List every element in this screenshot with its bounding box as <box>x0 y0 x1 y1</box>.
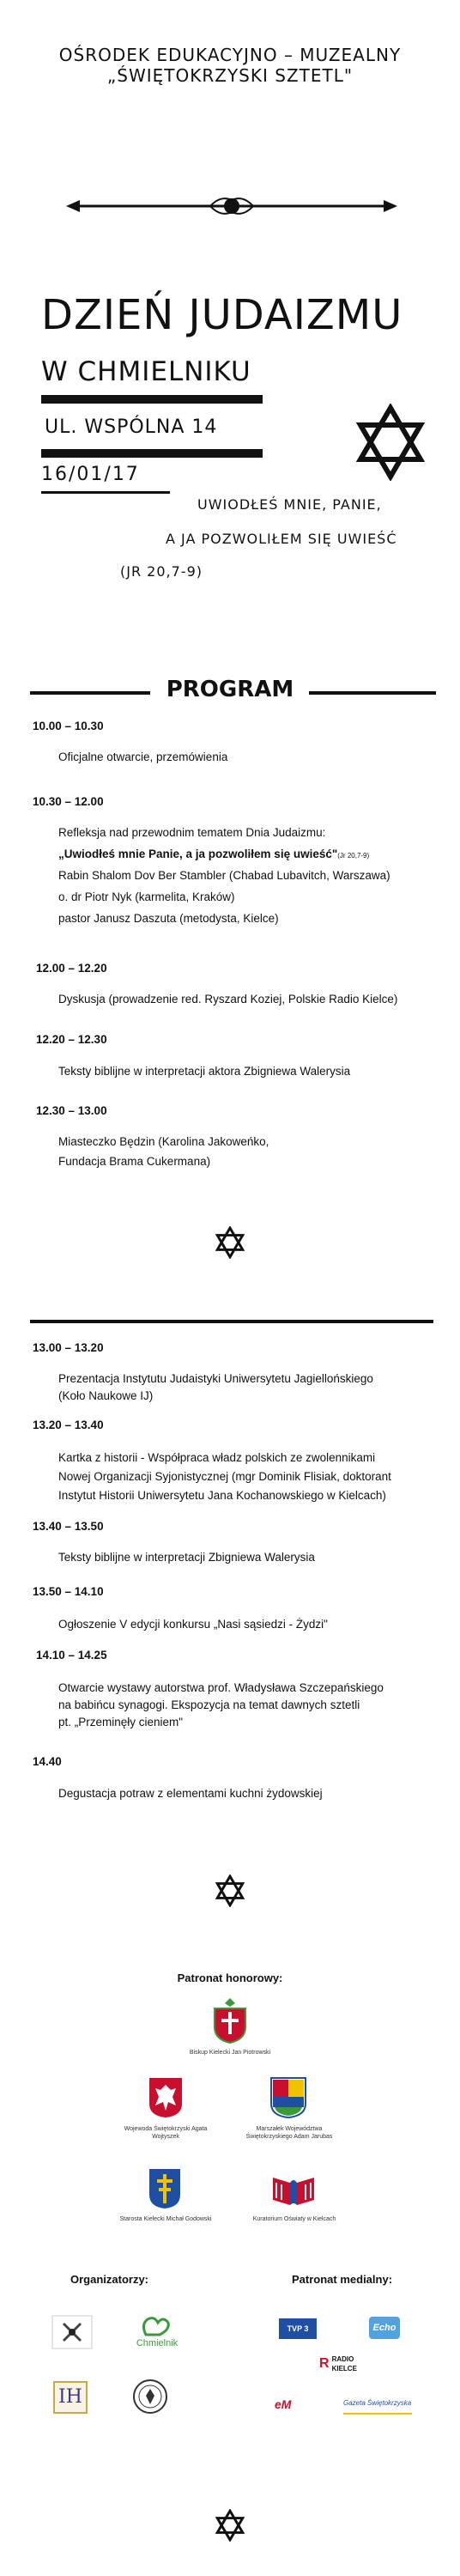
program-item-text: Miasteczko Będzin (Karolina Jakoweńko, <box>58 1135 269 1148</box>
university-seal-logo <box>132 2379 168 2415</box>
radio-kielce-text: RADIO KIELCE <box>331 2355 357 2372</box>
program-time: 10.30 – 12.00 <box>33 795 104 808</box>
address-underline <box>41 449 263 458</box>
star-of-david-icon <box>215 1226 245 1259</box>
program-time: 13.20 – 13.40 <box>33 1419 104 1431</box>
program-time: 14.10 – 14.25 <box>36 1649 107 1662</box>
program-time: 12.20 – 12.30 <box>36 1033 107 1046</box>
program-item-text: pt. „Przeminęły cieniem" <box>58 1716 184 1728</box>
em-logo: eM <box>275 2397 292 2411</box>
program-time: 10.00 – 10.30 <box>33 720 104 732</box>
chmielnik-logo-icon <box>137 2314 173 2338</box>
theme-reference: (Jr 20,7-9) <box>337 852 370 860</box>
date-underline <box>41 491 170 494</box>
program-item-text: Refleksja nad przewodnim tematem Dnia Judaizmu: <box>58 826 326 839</box>
program-time: 13.40 – 13.50 <box>33 1520 104 1533</box>
theme-quote: „Uwiodłeś mnie Panie, a ja pozwoliłem się uwieść" <box>58 848 338 860</box>
program-time: 13.50 – 14.10 <box>33 1585 104 1598</box>
program-item-theme <box>58 844 369 866</box>
star-of-david-icon <box>215 1874 245 1907</box>
organizers-title: Organizatorzy: <box>70 2273 149 2286</box>
honorary-patronage-title: Patronat honorowy: <box>177 1971 283 1984</box>
gazeta-swietokrzyska-logo: Gazeta Świętokrzyska <box>343 2399 412 2415</box>
program-item-text: Kartka z historii - Współpraca władz polskich ze zwolennikami <box>58 1451 376 1464</box>
quote-reference: (JR 20,7-9) <box>120 563 203 580</box>
voivodeship-coat-of-arms-logo <box>269 2076 307 2119</box>
event-subtitle: W CHMIELNIKU <box>41 356 251 387</box>
honorary-patron-caption: Starosta Kielecki Michał Godowski <box>119 2216 212 2222</box>
quote-line-1: UWIODŁEŚ MNIE, PANIE, <box>197 496 382 513</box>
polish-eagle-logo <box>148 2076 184 2119</box>
program-item-text: (Koło Naukowe IJ) <box>58 1389 154 1402</box>
event-title: DZIEŃ JUDAIZMU <box>41 291 403 339</box>
program-item-text: pastor Janusz Daszuta (metodysta, Kielce) <box>58 912 279 925</box>
star-of-david-icon <box>356 404 425 481</box>
program-item-text: Teksty biblijne w interpretacji aktora Zbigniewa Walerysia <box>58 1065 351 1078</box>
title-underline <box>41 395 263 404</box>
honorary-patron-caption: Kuratorium Oświaty w Kielcach <box>252 2216 336 2222</box>
program-item-text: Oficjalne otwarcie, przemówienia <box>58 750 228 763</box>
radio-kielce-logo <box>319 2354 372 2373</box>
county-coat-of-arms-logo <box>148 2167 182 2210</box>
honorary-patron-caption: Wojewoda Świętokrzyski Agata Wojtyszek <box>124 2126 208 2140</box>
org-line-2: „ŚWIĘTOKRZYSKI SZTETL" <box>106 65 354 86</box>
program-item-text: Rabin Shalom Dov Ber Stambler (Chabad Lubavitch, Warszawa) <box>58 869 390 882</box>
program-item-text: Degustacja potraw z elementami kuchni żydowskiej <box>58 1787 323 1800</box>
program-item-text: Nowej Organizacji Syjonistycznej (mgr Dominik Flisiak, doktorant <box>58 1470 391 1483</box>
program-time: 12.00 – 12.20 <box>36 962 107 975</box>
program-item-text: Teksty biblijne w interpretacji Zbigniewa Walerysia <box>58 1551 315 1564</box>
echo-logo: Echo <box>369 2317 400 2339</box>
program-item-text: Ogłoszenie V edycji konkursu „Nasi sąsiedzi - Żydzi" <box>58 1618 328 1631</box>
ih-logo: IH <box>53 2381 88 2414</box>
bishop-coat-of-arms-logo <box>211 1996 249 2044</box>
event-date: 16/01/17 <box>41 464 140 485</box>
program-time: 14.40 <box>33 1755 62 1768</box>
organization-name <box>0 45 460 86</box>
honorary-patron-caption: Marszałek Województwa Świętokrzyskiego Adam Jarubas <box>245 2126 333 2140</box>
chmielnik-logo-text: Chmielnik <box>136 2338 179 2348</box>
ornament-divider <box>64 193 399 219</box>
education-board-logo <box>269 2172 318 2208</box>
section-divider <box>30 1320 433 1323</box>
program-time: 13.00 – 13.20 <box>33 1341 104 1354</box>
honorary-patron-caption: Biskup Kielecki Jan Piotrowski <box>189 2050 271 2056</box>
program-item-text: Dyskusja (prowadzenie red. Ryszard Koziej, Polskie Radio Kielce) <box>58 993 398 1005</box>
quote-line-2: A JA POZWOLIŁEM SIĘ UWIEŚĆ <box>166 531 397 547</box>
program-time: 12.30 – 13.00 <box>36 1104 107 1117</box>
program-item-text: Otwarcie wystawy autorstwa prof. Władysława Szczepańskiego <box>58 1681 384 1694</box>
tvp3-logo: TVP 3 KIELCE <box>279 2318 317 2339</box>
program-rule-right <box>309 691 436 695</box>
program-item-text: Fundacja Brama Cukermana) <box>58 1155 211 1168</box>
program-heading: PROGRAM <box>166 677 294 702</box>
star-of-david-icon <box>215 2509 245 2542</box>
museum-logo <box>51 2315 93 2349</box>
program-item-text: na babińcu synagogi. Ekspozycja na temat dawnych sztetli <box>58 1698 360 1711</box>
program-item-text: Instytut Historii Uniwersytetu Jana Kochanowskiego w Kielcach) <box>58 1489 386 1502</box>
radio-logo-mark-icon: R <box>319 2356 330 2371</box>
event-address: UL. WSPÓLNA 14 <box>45 416 218 438</box>
program-item-text: o. dr Piotr Nyk (karmelita, Kraków) <box>58 890 235 903</box>
org-line-1: OŚRODEK EDUKACYJNO – MUZEALNY <box>58 45 402 65</box>
program-item-text: Prezentacja Instytutu Judaistyki Uniwersytetu Jagiellońskiego <box>58 1372 373 1385</box>
media-patronage-title: Patronat medialny: <box>292 2273 393 2286</box>
